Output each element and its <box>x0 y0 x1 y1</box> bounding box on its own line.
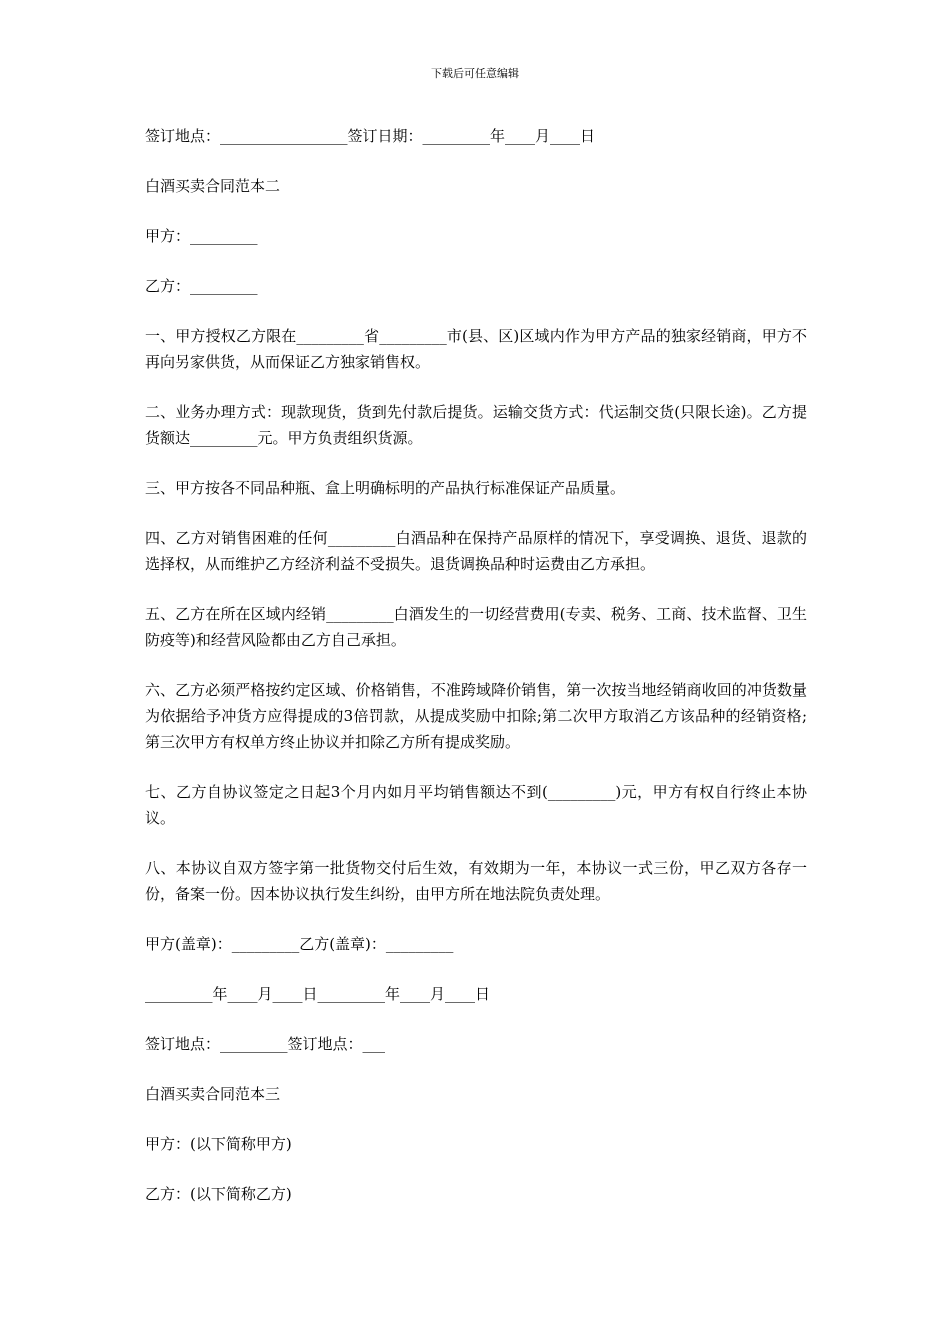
date-line: _________年____月____日_________年____月____日 <box>145 985 491 1003</box>
clause-2: 二、业务办理方式：现款现货，货到先付款后提货。运输交货方式：代运制交货(只限长途)。乙方提货额达_________元。甲方负责组织货源。 <box>145 403 807 447</box>
document-body <box>145 123 807 1231</box>
signing-place-date-line: 签订地点：_________________签订日期：_________年____月____日 <box>145 127 596 145</box>
signing-place-line: 签订地点：_________签订地点：___ <box>145 1035 386 1053</box>
party-a-line: 甲方：_________ <box>145 227 258 245</box>
section-title-contract-three: 白酒买卖合同范本三 <box>145 1085 281 1103</box>
clause-3: 三、甲方按各不同品种瓶、盒上明确标明的产品执行标准保证产品质量。 <box>145 479 626 497</box>
clause-5: 五、乙方在所在区域内经销_________白酒发生的一切经营费用(专卖、税务、工商、技术监督、卫生防疫等)和经营风险都由乙方自己承担。 <box>145 605 807 649</box>
clause-6: 六、乙方必须严格按约定区域、价格销售，不准跨域降价销售，第一次按当地经销商收回的冲货数量为依据给予冲货方应得提成的3倍罚款，从提成奖励中扣除;第二次甲方取消乙方该品种的经销资格;第三次甲方有权单方终止协议并扣除乙方所有提成奖励。 <box>145 681 807 751</box>
page-header: 下载后可任意编辑 <box>431 67 519 80</box>
party-b-line: 乙方：_________ <box>145 277 258 295</box>
clause-8: 八、本协议自双方签字第一批货物交付后生效，有效期为一年，本协议一式三份，甲乙双方各存一份，备案一份。因本协议执行发生纠纷，由甲方所在地法院负责处理。 <box>145 859 807 903</box>
clause-7: 七、乙方自协议签定之日起3个月内如月平均销售额达不到(_________)元，甲方有权自行终止本协议。 <box>145 783 807 827</box>
clause-1: 一、甲方授权乙方限在_________省_________市(县、区)区域内作为甲方产品的独家经销商，甲方不再向另家供货，从而保证乙方独家销售权。 <box>145 327 807 371</box>
party-a-abbrev-line: 甲方：(以下简称甲方) <box>145 1135 292 1153</box>
party-b-abbrev-line: 乙方：(以下简称乙方) <box>145 1185 292 1203</box>
seal-line: 甲方(盖章)：_________乙方(盖章)：_________ <box>145 935 454 953</box>
clause-4: 四、乙方对销售困难的任何_________白酒品种在保持产品原样的情况下，享受调换、退货、退款的选择权，从而维护乙方经济利益不受损失。退货调换品种时运费由乙方承担。 <box>145 529 807 573</box>
section-title-contract-two: 白酒买卖合同范本二 <box>145 177 281 195</box>
